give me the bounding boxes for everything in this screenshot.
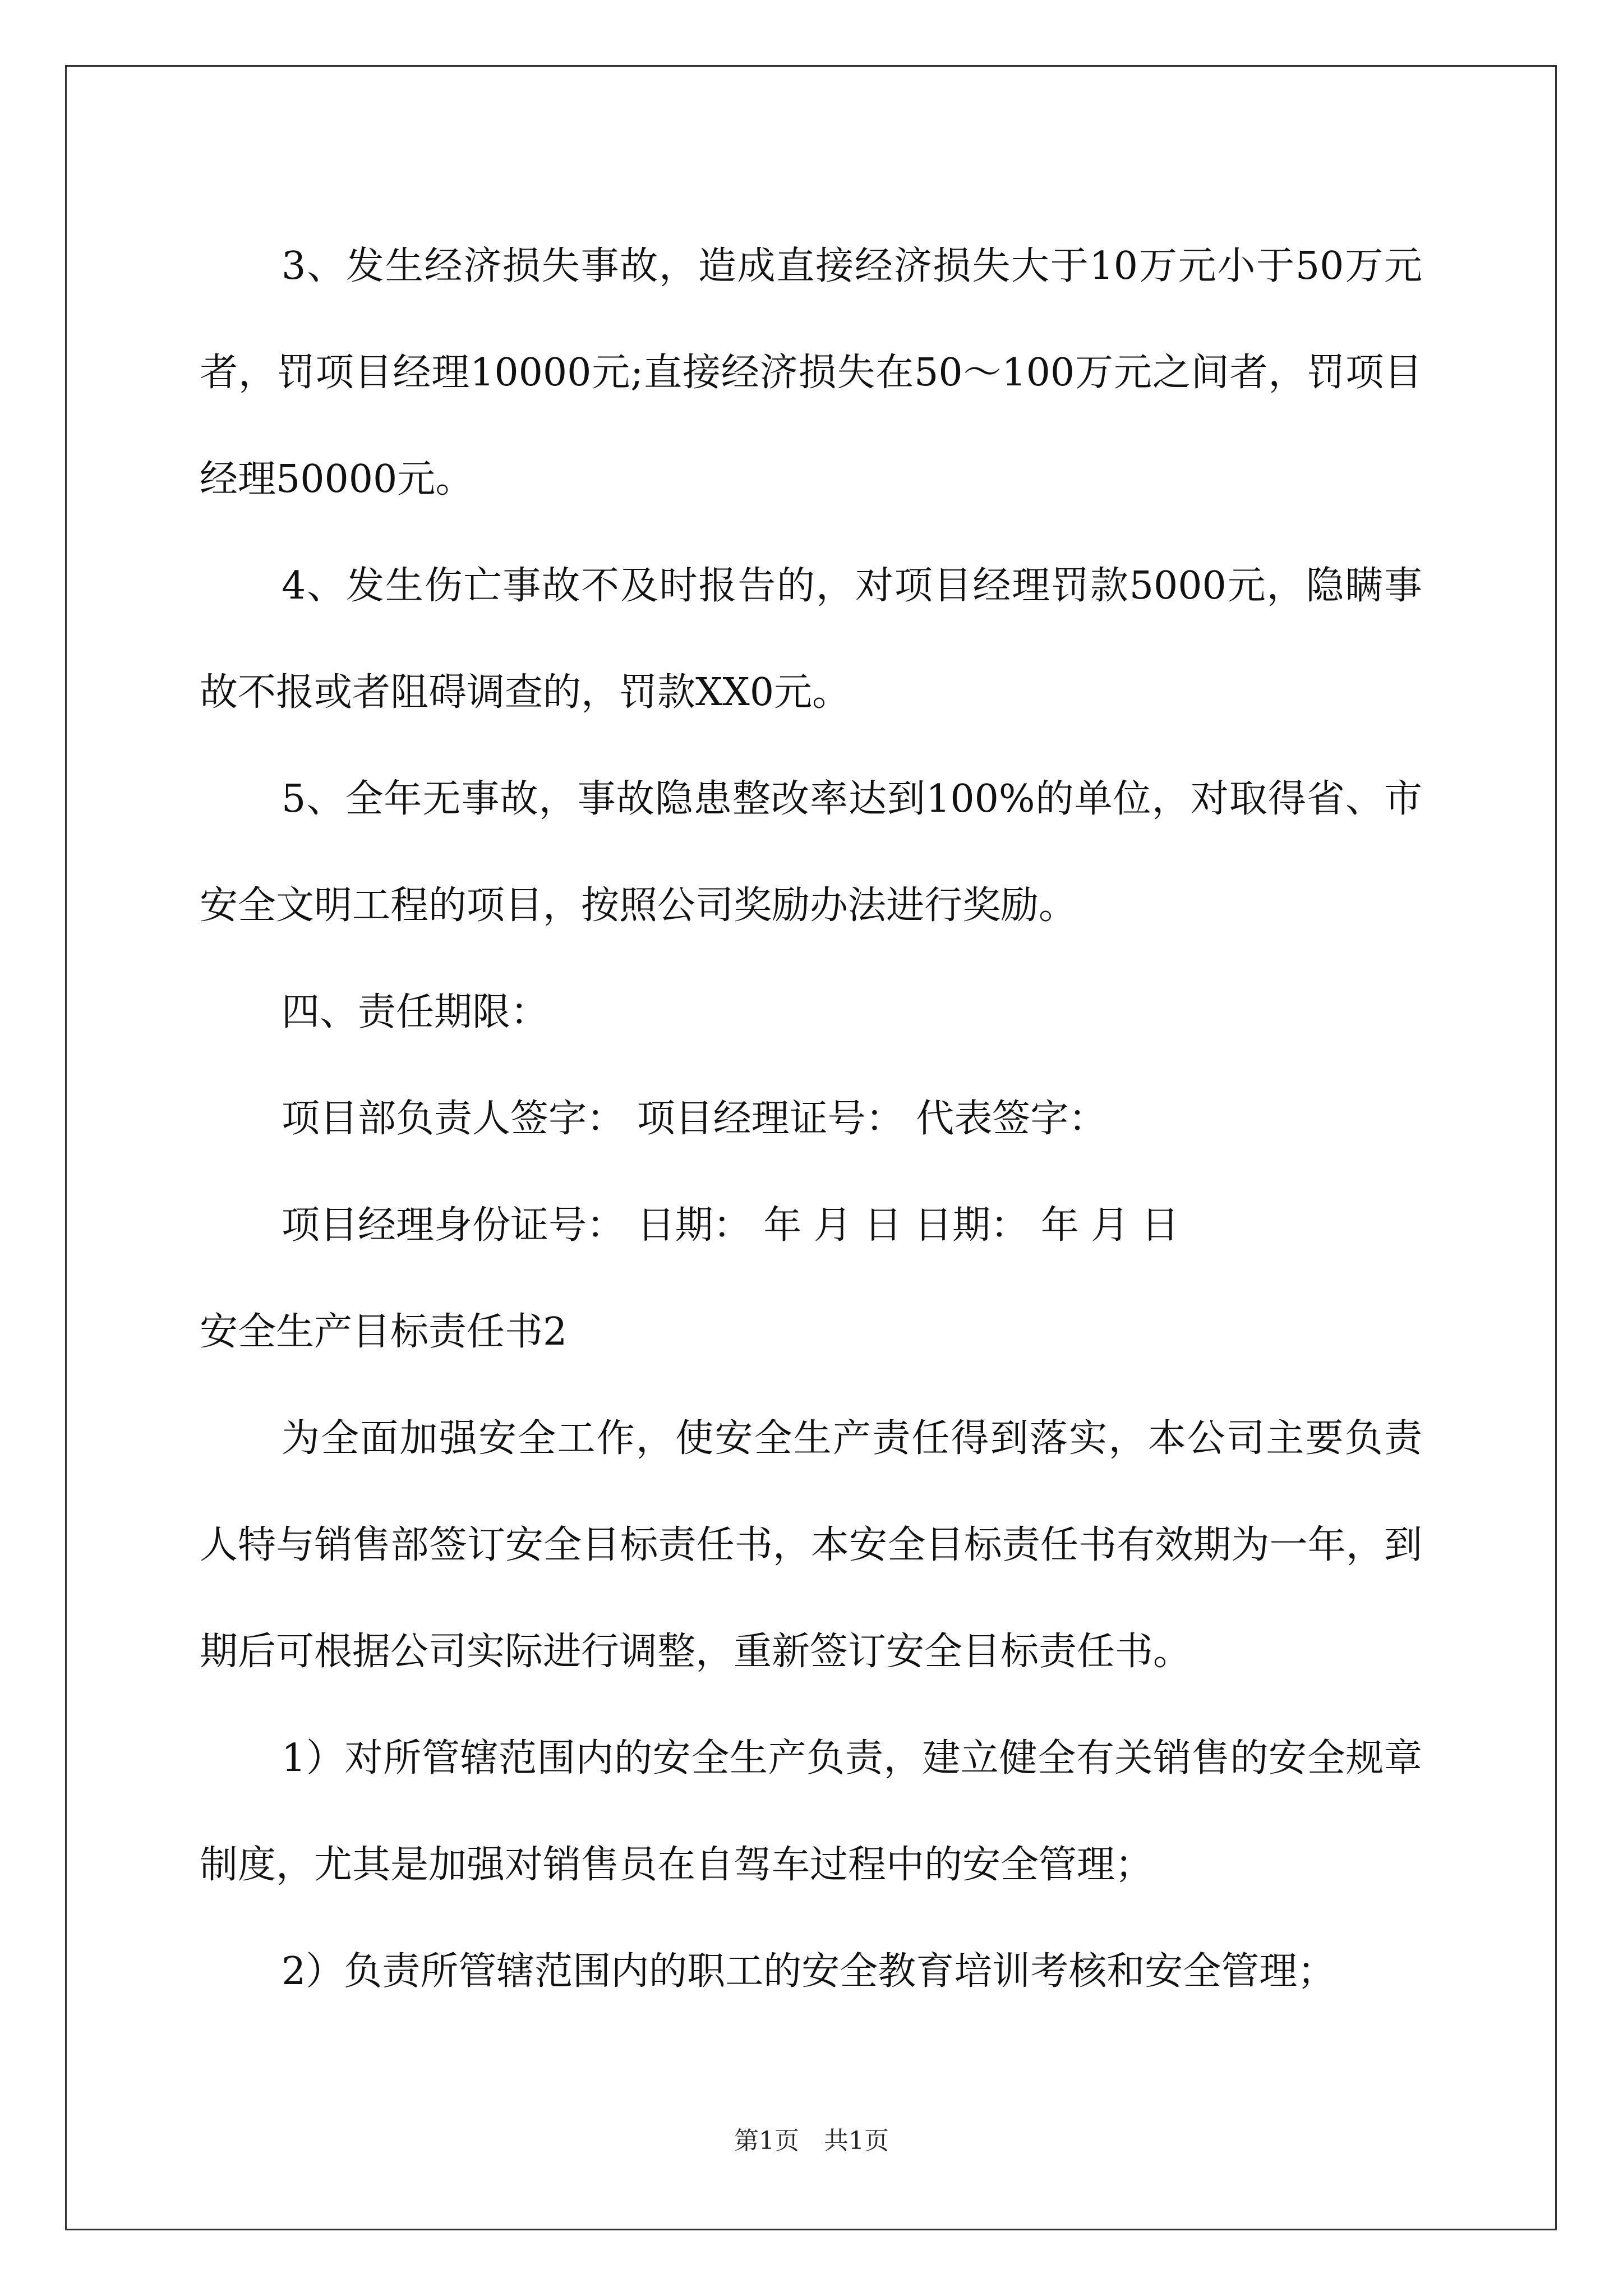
paragraph-casualty-report: 4、发生伤亡事故不及时报告的，对项目经理罚款5000元，隐瞒事故不报或者阻碍调查的，罚款XX0元。: [200, 564, 1422, 715]
document-body: [200, 213, 1422, 2025]
paragraph-reward: 5、全年无事故，事故隐患整改率达到100%的单位，对取得省、市安全文明工程的项目，按照公司奖励办法进行奖励。: [200, 777, 1422, 928]
signature-line: 项目部负责人签字： 项目经理证号： 代表签字：: [282, 1097, 1107, 1141]
id-date-line: 项目经理身份证号： 日期： 年 月 日 日期： 年 月 日: [282, 1203, 1179, 1248]
paragraph-intro: 为全面加强安全工作，使安全生产责任得到落实，本公司主要负责人特与销售部签订安全目标责任书，本安全目标责任书有效期为一年，到期后可根据公司实际进行调整，重新签订安全目标责任书。: [200, 1416, 1422, 1674]
document-title-2: 安全生产目标责任书2: [200, 1310, 568, 1354]
list-item-1: 1）对所管辖范围内的安全生产负责，建立健全有关销售的安全规章制度，尤其是加强对销售员在自驾车过程中的安全管理；: [200, 1736, 1422, 1887]
page-footer: 第1页 共1页: [734, 2127, 889, 2155]
section-heading-responsibility-period: 四、责任期限：: [282, 990, 549, 1034]
paragraph-economic-loss: 3、发生经济损失事故，造成直接经济损失大于10万元小于50万元者，罚项目经理10000元;直接经济损失在50～100万元之间者，罚项目经理50000元。: [200, 244, 1422, 501]
list-item-2: 2）负责所管辖范围内的职工的安全教育培训考核和安全管理；: [282, 1949, 1336, 1994]
